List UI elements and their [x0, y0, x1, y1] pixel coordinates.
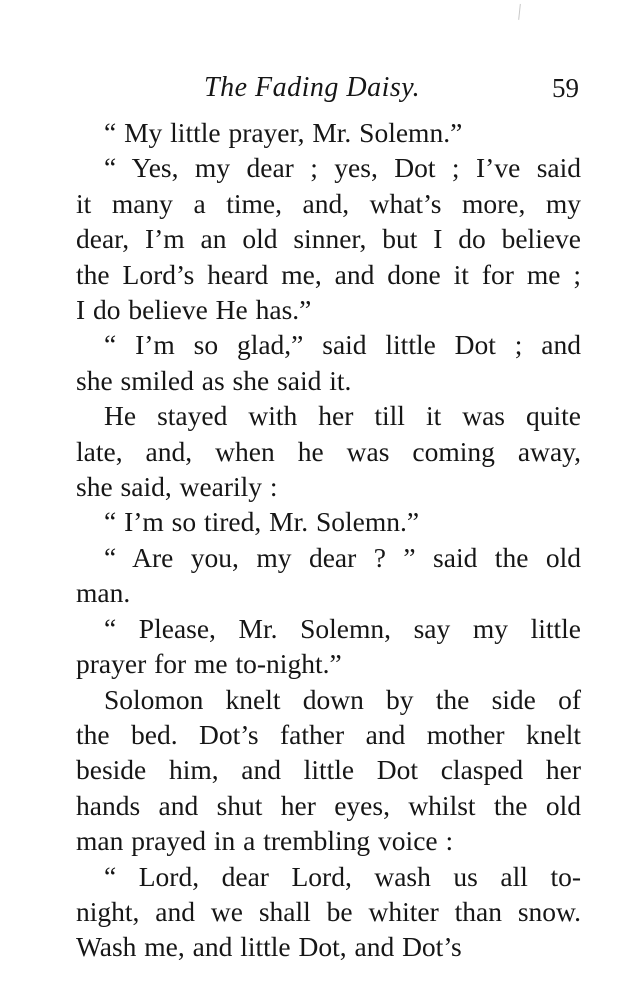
text-line: “ Are you, my dear ? ” said the old — [104, 541, 581, 573]
text-line: Solomon knelt down by the side of — [104, 683, 581, 715]
text-line: late, and, when he was coming away, — [76, 435, 581, 467]
text-line: I do believe He has.” — [76, 294, 312, 326]
text-line: hands and shut her eyes, whilst the old — [76, 789, 581, 821]
text-line: “ I’m so glad,” said little Dot ; and — [104, 329, 581, 361]
running-header — [76, 70, 579, 110]
text-line: it many a time, and, what’s more, my — [76, 187, 581, 219]
text-line: man prayed in a trembling voice : — [76, 825, 454, 857]
text-line: “ My little prayer, Mr. Solemn.” — [104, 117, 463, 148]
text-line: the Lord’s heard me, and done it for me ; — [76, 258, 581, 290]
text-line: the bed. Dot’s father and mother knelt — [76, 718, 581, 750]
text-line: dear, I’m an old sinner, but I do believe — [76, 223, 581, 255]
text-line: “ I’m so tired, Mr. Solemn.” — [104, 506, 420, 538]
text-line: prayer for me to-night.” — [76, 648, 342, 680]
body-text — [76, 115, 581, 965]
text-line: beside him, and little Dot clasped her — [76, 754, 581, 786]
text-line: Wash me, and little Dot, and Dot’s — [76, 931, 462, 963]
text-line: man. — [76, 577, 131, 609]
page-number: 59 — [552, 73, 579, 103]
text-line: night, and we shall be whiter than snow. — [76, 895, 581, 927]
running-title: The Fading Daisy. — [204, 72, 421, 103]
text-line: “ Lord, dear Lord, wash us all to- — [104, 860, 581, 892]
text-line: she smiled as she said it. — [76, 364, 352, 396]
page-blemish — [518, 4, 524, 20]
text-line: “ Yes, my dear ; yes, Dot ; I’ve said — [104, 152, 581, 184]
text-line: He stayed with her till it was quite — [104, 400, 581, 432]
text-line: she said, wearily : — [76, 471, 278, 503]
text-line: “ Please, Mr. Solemn, say my little — [104, 612, 581, 644]
